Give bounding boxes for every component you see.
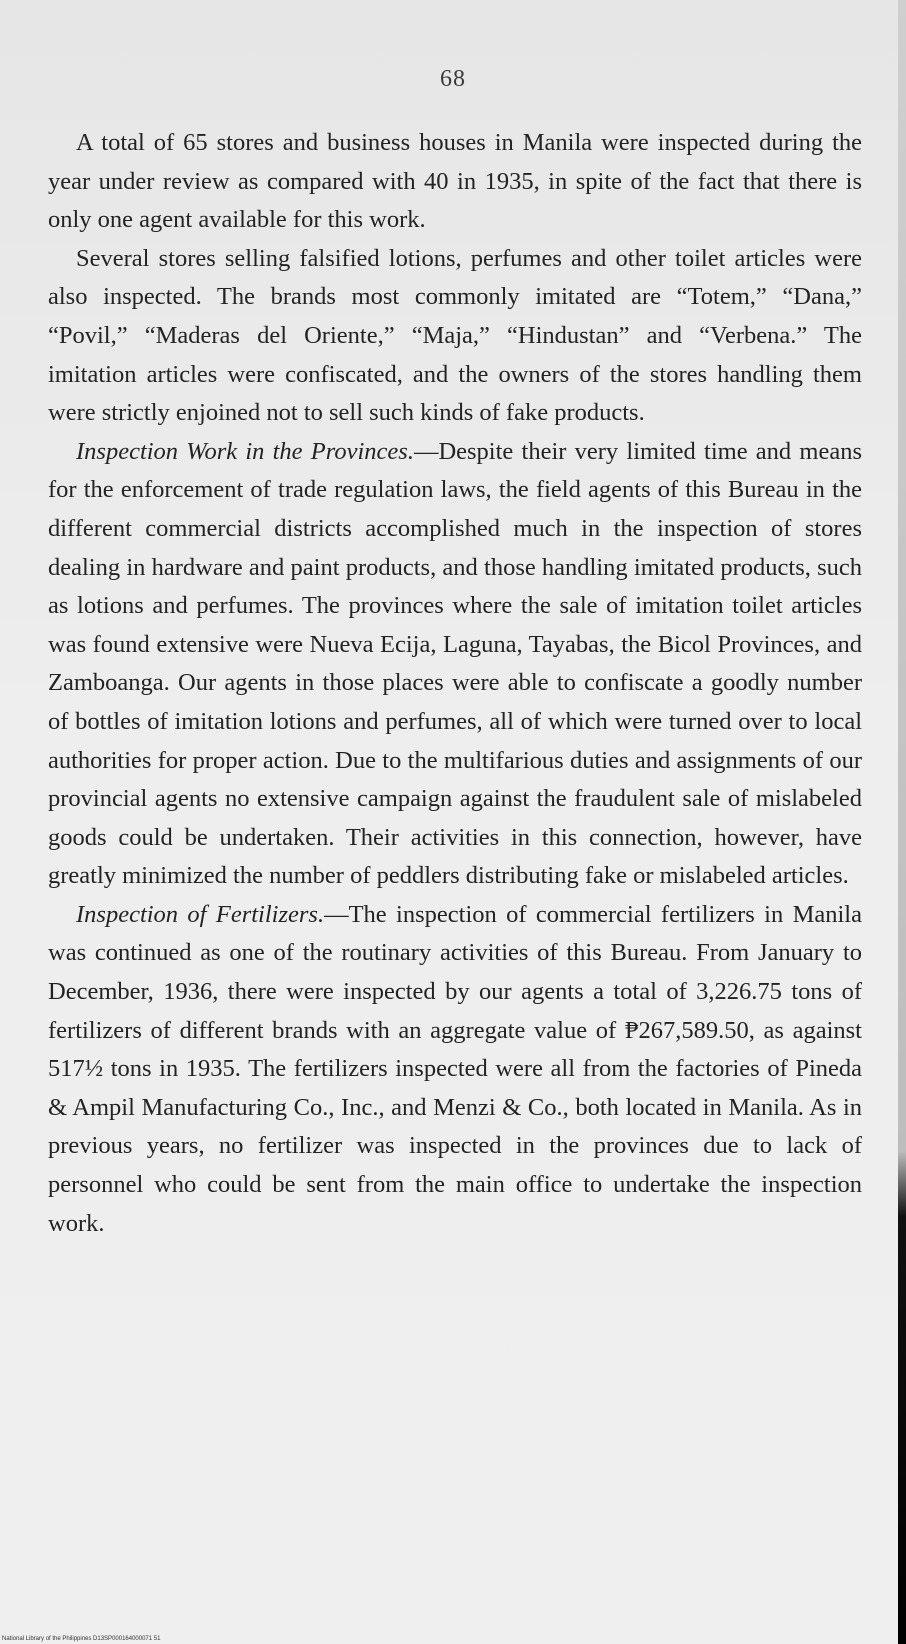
scan-footer: National Library of the Philippines D13SP000164000071 51 (2, 1636, 161, 1642)
scan-edge (898, 0, 906, 1644)
section-heading: Inspection Work in the Provinces. (76, 437, 414, 465)
paragraph-fertilizers (48, 896, 862, 1243)
paragraph-text: A total of 65 stores and business houses in Manila were inspected during the year under review as compared with 40 in 1935, in spite of the fact that there is only one agent available for this work. (48, 129, 862, 234)
paragraph-text: —Despite their very limited time and means for the enforcement of trade regulation laws, the field agents of this Bureau in the different commercial districts accomplished much in the inspection of stores dealing in hardware and paint products, and those handling imitated products, such as lotions and perfumes. The provinces where the sale of imitation toilet articles was found extensive were Nueva Ecija, Laguna, Tayabas, the Bicol Provinces, and Zamboanga. Our agents in those places were able to confiscate a goodly number of bottles of imitation lotions and perfumes, all of which were turned over to local authorities for proper action. Due to the multifarious duties and assignments of our provincial agents no extensive campaign against the fraudulent sale of mislabeled goods could be undertaken. Their activities in this connection, however, have greatly minimized the number of peddlers distributing fake or mislabeled articles. (48, 437, 862, 890)
paragraph-provinces (48, 433, 862, 896)
body-text (48, 124, 862, 1243)
paragraph-text: Several stores selling falsified lotions, perfumes and other toilet articles were also inspected. The brands most commonly imitated are “Totem,” “Dana,” “Povil,” “Maderas del Oriente,” “Maja,” “Hindustan” and “Verbena.” The imitation articles were confiscated, and the owners of the stores handling them were strictly enjoined not to sell such kinds of fake products. (48, 244, 862, 427)
paragraph-stores-inspected (48, 124, 862, 240)
paragraph-text: —The inspection of commercial fertilizers in Manila was continued as one of the routinary activities of this Bureau. From January to December, 1936, there were inspected by our agents a total of 3,226.75 tons of fertilizers of different brands with an aggregate value of ₱267,589.50, as against 517½ tons in 1935. The fertilizers inspected were all from the factories of Pineda & Ampil Manufacturing Co., Inc., and Menzi & Co., both located in Manila. As in previous years, no fertilizer was inspected in the provinces due to lack of personnel who could be sent from the main office to undertake the inspection work. (48, 900, 862, 1237)
paragraph-falsified-lotions (48, 240, 862, 433)
page-number: 68 (440, 66, 466, 92)
section-heading: Inspection of Fertilizers. (76, 900, 325, 928)
